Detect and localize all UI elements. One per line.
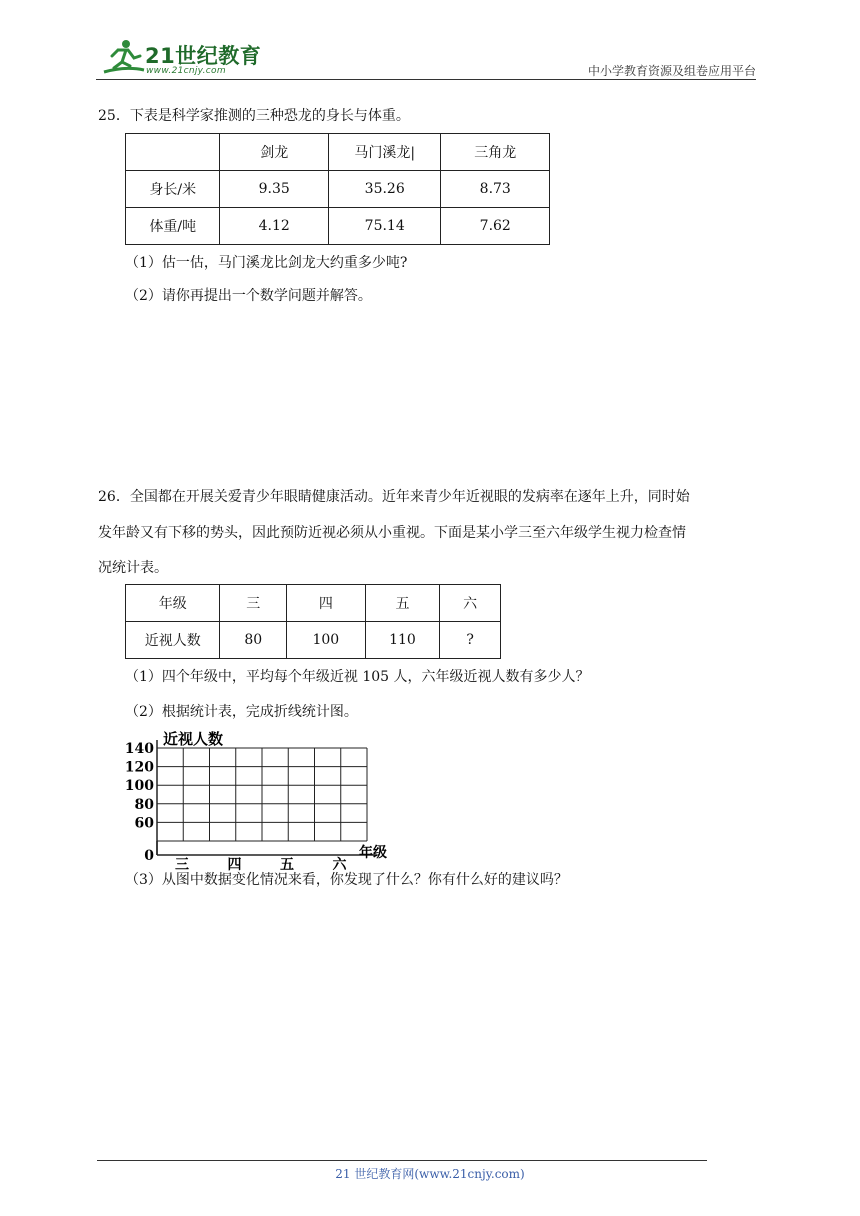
table-header-row (126, 134, 550, 171)
table-cell: 8.73 (441, 171, 550, 208)
footer-text: 21 世纪教育网(www.21cnjy.com) (335, 1167, 525, 1181)
logo-url: www.21cnjy.com (146, 66, 226, 76)
y-tick-label: 140 (124, 741, 154, 757)
table-cell: 五 (365, 585, 440, 622)
table-cell: 9.35 (220, 171, 328, 208)
y-tick-label: 0 (144, 848, 154, 864)
footer-divider (97, 1160, 707, 1161)
table-row (126, 171, 550, 208)
table-cell: 7.62 (441, 208, 550, 245)
y-tick-label: 120 (124, 759, 154, 776)
table-cell: 年级 (126, 585, 220, 622)
vision-table (125, 584, 501, 659)
q26-line3: 况统计表。 (98, 560, 168, 576)
table-row (126, 622, 501, 659)
table-cell: 剑龙 (220, 134, 328, 171)
x-tick-label: 四 (227, 857, 242, 873)
q26-line2: 发年龄又有下移的势头，因此预防近视必须从小重视。下面是某小学三至六年级学生视力检查情 (98, 525, 686, 541)
table-cell: 近视人数 (126, 622, 220, 659)
chart-xlabel: 年级 (359, 845, 387, 861)
table-cell: 4.12 (220, 208, 328, 245)
q26-line1: 26．全国都在开展关爱青少年眼睛健康活动。近年来青少年近视眼的发病率在逐年上升，同时始 (98, 489, 690, 505)
table-cell: 35.26 (328, 171, 441, 208)
table-cell: 马门溪龙| (328, 134, 441, 171)
table-cell: 110 (365, 622, 440, 659)
table-cell: 三角龙 (441, 134, 550, 171)
platform-title: 中小学教育资源及组卷应用平台 (587, 64, 756, 78)
table-cell: 三 (220, 585, 287, 622)
y-tick-label: 80 (134, 796, 154, 813)
table-cell (126, 134, 220, 171)
q25-sub1: （1）估一估，马门溪龙比剑龙大约重多少吨? (125, 255, 408, 271)
table-cell: 体重/吨 (126, 208, 220, 245)
q26-sub2: （2）根据统计表，完成折线统计图。 (125, 704, 358, 720)
q26-sub1: （1）四个年级中，平均每个年级近视 105 人，六年级近视人数有多少人？ (125, 669, 590, 685)
table-cell: 身长/米 (126, 171, 220, 208)
y-tick-label: 100 (124, 778, 154, 795)
table-cell: 100 (287, 622, 366, 659)
dinosaur-table (125, 133, 550, 245)
table-cell: ? (440, 622, 501, 659)
chart-y-ticks (125, 741, 154, 864)
q25-stem: 25．下表是科学家推测的三种恐龙的身长与体重。 (98, 108, 410, 124)
table-row (126, 208, 550, 245)
x-tick-label: 六 (332, 857, 347, 873)
table-cell: 80 (220, 622, 287, 659)
table-cell: 四 (287, 585, 366, 622)
logo-text: 21世纪教育 (145, 44, 262, 68)
line-chart (124, 730, 395, 873)
table-cell: 75.14 (328, 208, 441, 245)
q26-sub3: （3）从图中数据变化情况来看，你发现了什么？你有什么好的建议吗？ (125, 872, 568, 888)
chart-grid (157, 740, 377, 855)
header-divider (96, 79, 756, 80)
chart-ylabel: 近视人数 (163, 730, 224, 748)
table-cell: 六 (440, 585, 501, 622)
q25-sub2: （2）请你再提出一个数学问题并解答。 (125, 288, 372, 304)
x-tick-label: 三 (175, 857, 189, 873)
x-tick-label: 五 (280, 857, 294, 873)
table-header-row (126, 585, 501, 622)
y-tick-label: 60 (134, 815, 154, 832)
